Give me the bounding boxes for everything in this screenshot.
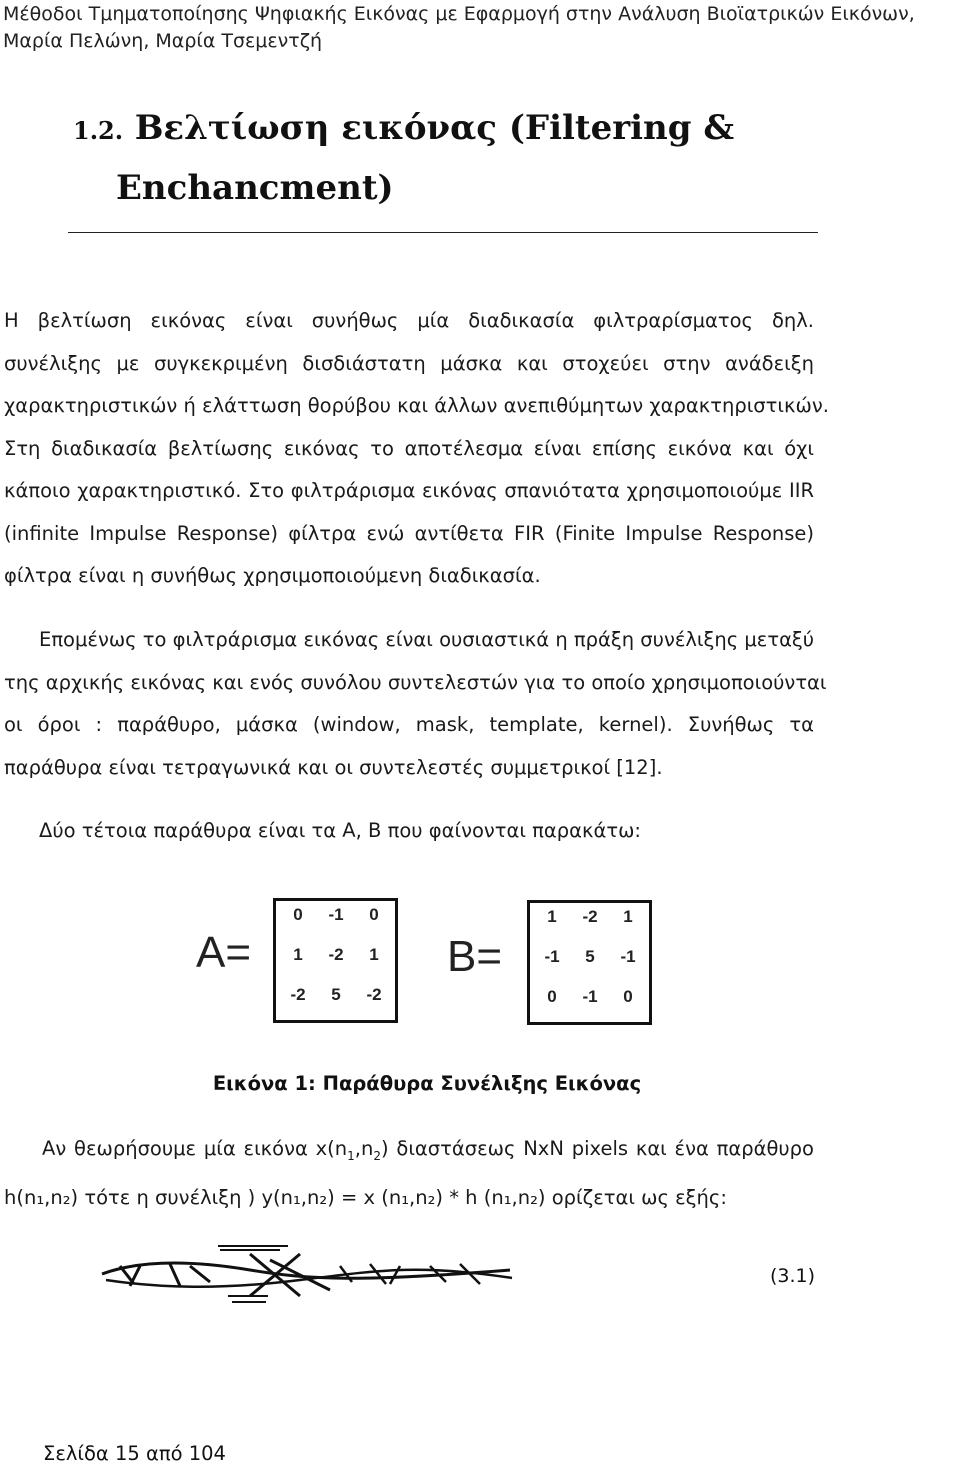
- paragraph-4: [4, 1128, 814, 1220]
- matrix-b-cell: -2: [582, 907, 598, 926]
- matrix-a-cell: 1: [293, 945, 303, 964]
- paragraph1-line-4: Στη διαδικασία βελτίωσης εικόνας το αποτέλεσμα είναι επίσης εικόνα και όχι: [4, 436, 814, 460]
- matrix-b: [527, 900, 652, 1025]
- paragraph-4-line-1: Αν θεωρήσουμε μία εικόνα $x(n_1,n_2)$ διαστάσεως NxN pixels και ένα παράθυρο: [42, 1137, 814, 1163]
- matrix-a-cell: -2: [290, 985, 306, 1004]
- figure-caption: Εικόνα 1: Παράθυρα Συνέλιξης Εικόνας: [212, 1072, 642, 1095]
- paragraph2-line-4: παράθυρα είναι τετραγωνικά και οι συντελεστές συμμετρικοί [12].: [4, 755, 663, 779]
- matrix-a-cell: 0: [369, 905, 379, 924]
- paragraph-3-text: Δύο τέτοια παράθυρα είναι τα Α, Β που φαίνονται παρακάτω:: [39, 819, 641, 842]
- matrix-a-cell: -2: [366, 985, 382, 1004]
- matrix-a-cell: 5: [331, 985, 341, 1004]
- matrix-b-cell: -1: [620, 947, 636, 966]
- convolution-formula-image: [100, 1240, 520, 1310]
- matrix-b-label: B=: [447, 932, 503, 981]
- paragraph-1: [4, 300, 829, 598]
- matrix-b-cell: -1: [582, 987, 598, 1006]
- paragraph1-line-2: συνέλιξης με συγκεκριμένη δισδιάστατη μάσκα και στοχεύει στην ανάδειξη: [4, 351, 814, 375]
- matrix-a: [273, 898, 398, 1023]
- paragraph1-line-3: χαρακτηριστικών ή ελάττωση θορύβου και άλλων ανεπιθύμητων χαρακτηριστικών.: [4, 394, 829, 417]
- paragraph-2: [4, 619, 827, 789]
- paragraph2-line-3: οι όροι : παράθυρο, μάσκα (window, mask, template, kernel). Συνήθως τα: [4, 713, 814, 736]
- document-header-title: Μέθοδοι Τμηματοποίησης Ψηφιακής Εικόνας με Εφαρμογή στην Ανάλυση Βιοϊατρικών Εικόνων,: [3, 3, 915, 25]
- matrix-a-cell: 1: [369, 945, 379, 964]
- paragraph2-line-2: της αρχικής εικόνας και ενός συνόλου συντελεστών για το οποίο χρησιμοποιούνται: [4, 670, 827, 694]
- matrix-a-label: A=: [196, 928, 252, 977]
- paragraph-3: [39, 810, 849, 853]
- section-number: 1.2.: [73, 116, 124, 145]
- paragraph1-line-6: (infinite Impulse Response) φίλτρα ενώ αντίθετα FIR (Finite Impulse Response): [4, 521, 814, 545]
- matrix-b-cell: 0: [547, 987, 557, 1006]
- equation-number: (3.1): [770, 1265, 816, 1287]
- section-heading: [73, 108, 734, 148]
- page-number-footer: Σελίδα 15 από 104: [43, 1442, 226, 1465]
- paragraph2-line-1: Επομένως το φιλτράρισμα εικόνας είναι ουσιαστικά η πράξη συνέλιξης μεταξύ: [39, 628, 815, 651]
- section-heading-cont: [116, 168, 394, 208]
- matrix-a-cell: -2: [328, 945, 344, 964]
- matrix-b-cell: 1: [547, 907, 557, 926]
- matrix-a-cell: -1: [328, 905, 344, 924]
- convolution-windows-figure: [196, 880, 666, 1030]
- document-header-authors: Μαρία Πελώνη, Μαρία Τσεμεντζή: [3, 30, 323, 52]
- matrix-b-cell: 0: [623, 987, 633, 1006]
- matrix-a-cell: 0: [293, 905, 303, 924]
- paragraph1-line-7: φίλτρα είναι η συνήθως χρησιμοποιούμενη διαδικασία.: [4, 564, 541, 587]
- paragraph1-line-1: Η βελτίωση εικόνας είναι συνήθως μία διαδικασία φιλτραρίσματος δηλ.: [4, 309, 814, 332]
- paragraph1-line-5: κάποιο χαρακτηριστικό. Στο φιλτράρισμα εικόνας σπανιότατα χρησιμοποιούμε IIR: [4, 479, 814, 502]
- heading-divider: [68, 232, 818, 233]
- matrix-b-cell: -1: [544, 947, 560, 966]
- matrix-b-cell: 5: [585, 947, 595, 966]
- matrix-b-cell: 1: [623, 907, 633, 926]
- paragraph-4-line-2: h(n₁,n₂) τότε η συνέλιξη ) y(n₁,n₂) = x (n₁,n₂) * h (n₁,n₂) ορίζεται ως εξής:: [4, 1186, 727, 1210]
- section-title-line2: Enchancment): [116, 168, 394, 208]
- section-title-line1: Βελτίωση εικόνας (Filtering &: [134, 108, 735, 148]
